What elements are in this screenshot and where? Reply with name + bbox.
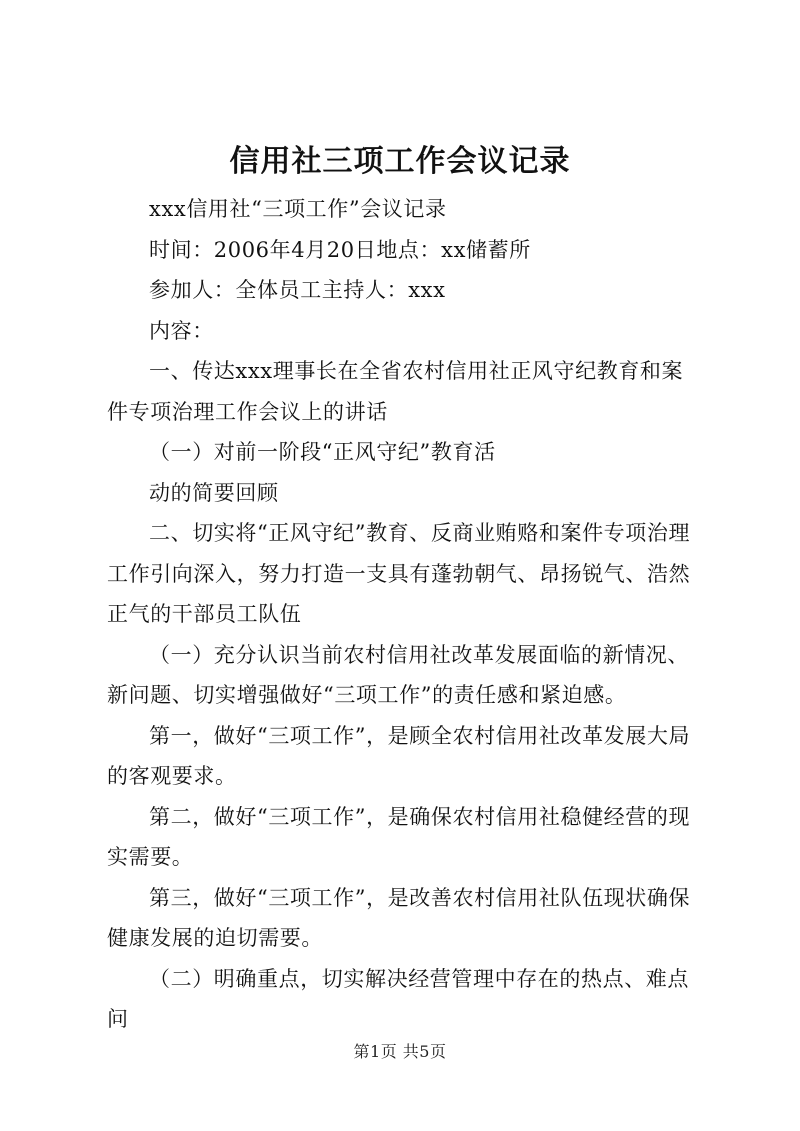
paragraph-section-one: 一、传达xxx理事长在全省农村信用社正风守纪教育和案件专项治理工作会议上的讲话 (107, 359, 684, 424)
paragraph-subsection-awareness: （一）充分认识当前农村信用社改革发展面临的新情况、新问题、切实增强做好“三项工作”的责任感和紧迫感。 (107, 642, 689, 707)
paragraph-second-point: 第二，做好“三项工作”，是确保农村信用社稳健经营的现实需要。 (107, 804, 691, 869)
paragraph-heading-line: xxx信用社“三项工作”会议记录 (149, 197, 447, 221)
paragraph-subsection-review-part1: （一）对前一阶段“正风守纪”教育活 (149, 440, 496, 464)
paragraph-participants: 参加人：全体员工主持人：xxx (149, 278, 446, 302)
paragraph-subsection-review-part2: 动的简要回顾 (149, 480, 279, 505)
page-footer: 第1页 共5页 (353, 1042, 447, 1061)
paragraph-first-point: 第一，做好“三项工作”，是顾全农村信用社改革发展大局的客观要求。 (107, 723, 691, 788)
document-title: 信用社三项工作会议记录 (229, 144, 571, 179)
paragraph-section-two: 二、切实将“正风守纪”教育、反商业贿赂和案件专项治理工作引向深入，努力打造一支具有蓬勃朝气、昂扬锐气、浩然正气的干部员工队伍 (107, 521, 691, 626)
paragraph-third-point: 第三，做好“三项工作”，是改善农村信用社队伍现状确保健康发展的迫切需要。 (107, 885, 691, 950)
paragraph-subsection-focus: （二）明确重点，切实解决经营管理中存在的热点、难点问 (107, 966, 689, 1031)
document-body (107, 189, 703, 1040)
paragraph-time-location: 时间：2006年4月20日地点：xx储蓄所 (149, 237, 531, 262)
paragraph-content-label: 内容： (149, 318, 214, 343)
